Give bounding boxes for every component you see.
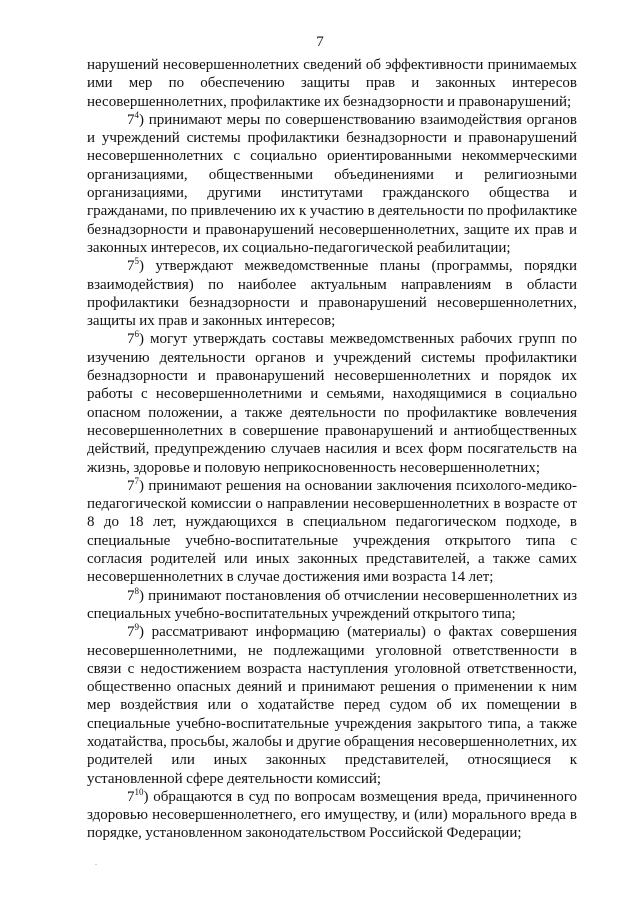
- paragraph-text: ) утверждают межведомственные планы (программы, порядки взаимодействия) по наиболее актуальным направлениям в области профилактики безнадзорности и правонарушений несовершеннолетних, защиты их прав и законных интересов;: [87, 258, 577, 330]
- item-number: 7: [127, 587, 135, 604]
- paragraph-item-7-4: [87, 111, 577, 257]
- paragraph-text: ) могут утверждать составы межведомственных рабочих групп по изучению деятельности органов и учреждений системы профилактики безнадзорности и правонарушений несовершеннолетних и порядок их работы с несовершеннолетними и семьями, находящимися в социально опасном положении, а также деятельности по профилактике вовлечения несовершеннолетних в совершение правонарушений и антиобщественных действий, предупреждению случаев насилия и всех форм посягательств на жизнь, здоровье и половую неприкосновенность несовершеннолетних;: [87, 331, 577, 476]
- page-number: 7: [316, 34, 324, 50]
- paragraph-text: ) обращаются в суд по вопросам возмещения вреда, причиненного здоровью несовершеннолетнего, его имуществу, и (или) морального вреда в порядке, установленном законодательством Российской Федерации;: [87, 788, 577, 842]
- item-number: 7: [127, 331, 135, 348]
- paragraph-text: ) принимают постановления об отчислении несовершеннолетних из специальных учебно-воспитательных учреждений открытого типа;: [87, 587, 577, 622]
- paragraph-text: ) рассматривают информацию (материалы) о фактах совершения несовершеннолетними, не подлежащими уголовной ответственности в связи с недостижением возраста наступления уголовной ответственности, общественно опасных деяний и принимают решения о применении к ним мер воздействия или о ходатайстве перед судом об их помещении в специальные учебно-воспитательные учреждения закрытого типа, а также ходатайства, просьбы, жалобы и другие обращения несовершеннолетних, их родителей или иных законных представителей, относящиеся к установленной сфере деятельности комиссий;: [87, 624, 577, 787]
- item-number: 7: [127, 111, 135, 128]
- paragraph-item-7-8: [87, 587, 577, 624]
- item-superscript: 9: [134, 622, 139, 633]
- paragraph-text: ) принимают меры по совершенствованию взаимодействия органов и учреждений системы профилактики безнадзорности и правонарушений несовершеннолетних с социально ориентированными некоммерческими организациями, общественными объединениями и религиозными организациями, другими институтами гражданского общества и гражданами, по привлечению их к участию в деятельности по профилактике безнадзорности и правонарушений несовершеннолетних, защите их прав и законных интересов, их социально-педагогической реабилитации;: [87, 111, 577, 256]
- item-number: 7: [127, 624, 135, 641]
- paragraph-item-7-7: [87, 477, 577, 587]
- item-number: 7: [127, 477, 135, 494]
- item-superscript: 10: [134, 786, 144, 797]
- paragraph-item-7-9: [87, 623, 577, 788]
- item-number: 7: [127, 258, 135, 275]
- paragraph-text: нарушений несовершеннолетних сведений об эффективности принимаемых ими мер по обеспечению защиты прав и законных интересов несовершеннолетних, профилактике их безнадзорности и правонарушений;: [87, 57, 577, 110]
- paragraph-item-7-10: [87, 788, 577, 843]
- scan-artifact-mark: .: [95, 858, 97, 867]
- paragraph-item-7-5: [87, 257, 577, 330]
- item-superscript: 6: [134, 329, 139, 340]
- paragraph-continuation: [87, 56, 577, 111]
- item-superscript: 5: [134, 256, 139, 267]
- item-superscript: 8: [134, 585, 139, 596]
- item-superscript: 7: [134, 475, 139, 486]
- document-body: [87, 56, 577, 843]
- item-number: 7: [127, 788, 135, 805]
- item-superscript: 4: [134, 109, 139, 120]
- paragraph-item-7-6: [87, 330, 577, 476]
- paragraph-text: ) принимают решения на основании заключения психолого-медико-педагогической комиссии о направлении несовершеннолетних в возрасте от 8 до 18 лет, нуждающихся в специальном педагогическом подходе, в специальные учебно-воспитательные учреждения открытого типа с согласия родителей или иных законных представителей, а также самих несовершеннолетних в случае достижения ими возраста 14 лет;: [87, 477, 577, 586]
